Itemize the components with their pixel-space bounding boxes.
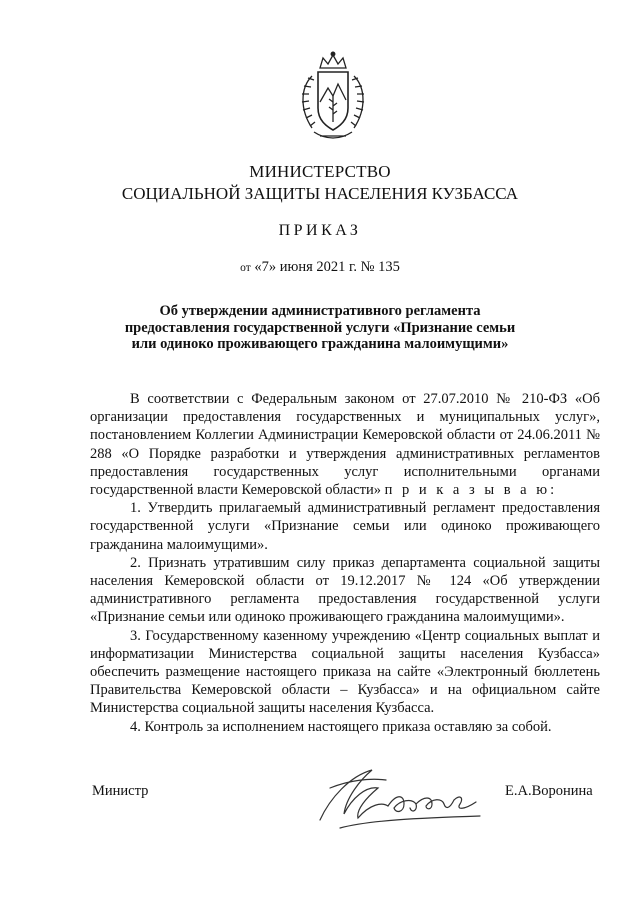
date-prefix: от (240, 262, 251, 274)
document-type: ПРИКАЗ (278, 222, 362, 239)
order-date-line (0, 259, 640, 276)
order-body (90, 390, 600, 736)
order-item: 2. Признать утратившим силу приказ департамента социальной защиты населения Кемеровской области от 19.12.2017 № 124 «Об утверждении административного регламента предоставления государственной услуги «Признание семьи или одиноко проживающего гражданина малоимущими». (90, 554, 600, 626)
preamble-text: В соответствии с Федеральным законом от 27.07.2010 № 210-ФЗ «Об организации предоставления государственных и муниципальных услуг», постановлением Коллегии Администрации Кемеровской области от 24.06.2011 № 288 «О Порядке разработки и утверждения административных регламентов предоставления государственных услуг исполнительными органами государственной власти Кемеровской области» (90, 391, 600, 499)
order-item: 4. Контроль за исполнением настоящего приказа оставляю за собой. (130, 718, 552, 735)
order-word: п р и к а з ы в а ю: (384, 482, 558, 499)
ministry-name-line1: МИНИСТЕРСТВО (249, 162, 391, 181)
order-date-number: «7» июня 2021 г. № 135 (254, 259, 400, 275)
coat-of-arms-icon (290, 50, 376, 144)
signature-icon (300, 758, 500, 838)
signatory-name: Е.А.Воронина (505, 783, 593, 799)
preamble-paragraph (90, 390, 600, 499)
order-title: Об утверждении административного регламента предоставления государственной услуги «Признание семьи или одиноко проживающего гражданина малоимущими» (124, 303, 516, 352)
ministry-name-line2: СОЦИАЛЬНОЙ ЗАЩИТЫ НАСЕЛЕНИЯ КУЗБАССА (121, 184, 519, 203)
order-item: 1. Утвердить прилагаемый административный регламент предоставления государственной услуги «Признание семьи или одиноко проживающего гражданина малоимущими». (90, 500, 600, 553)
signatory-role: Министр (92, 783, 149, 799)
order-item: 3. Государственному казенному учреждению «Центр социальных выплат и информатизации Министерства социальной защиты населения Кузбасса» обеспечить размещение настоящего приказа на сайте «Электронный бюллетень Правительства Кемеровской области – Кузбасса» и на официальном сайте Министерства социальной защиты населения Кузбасса. (90, 627, 600, 717)
